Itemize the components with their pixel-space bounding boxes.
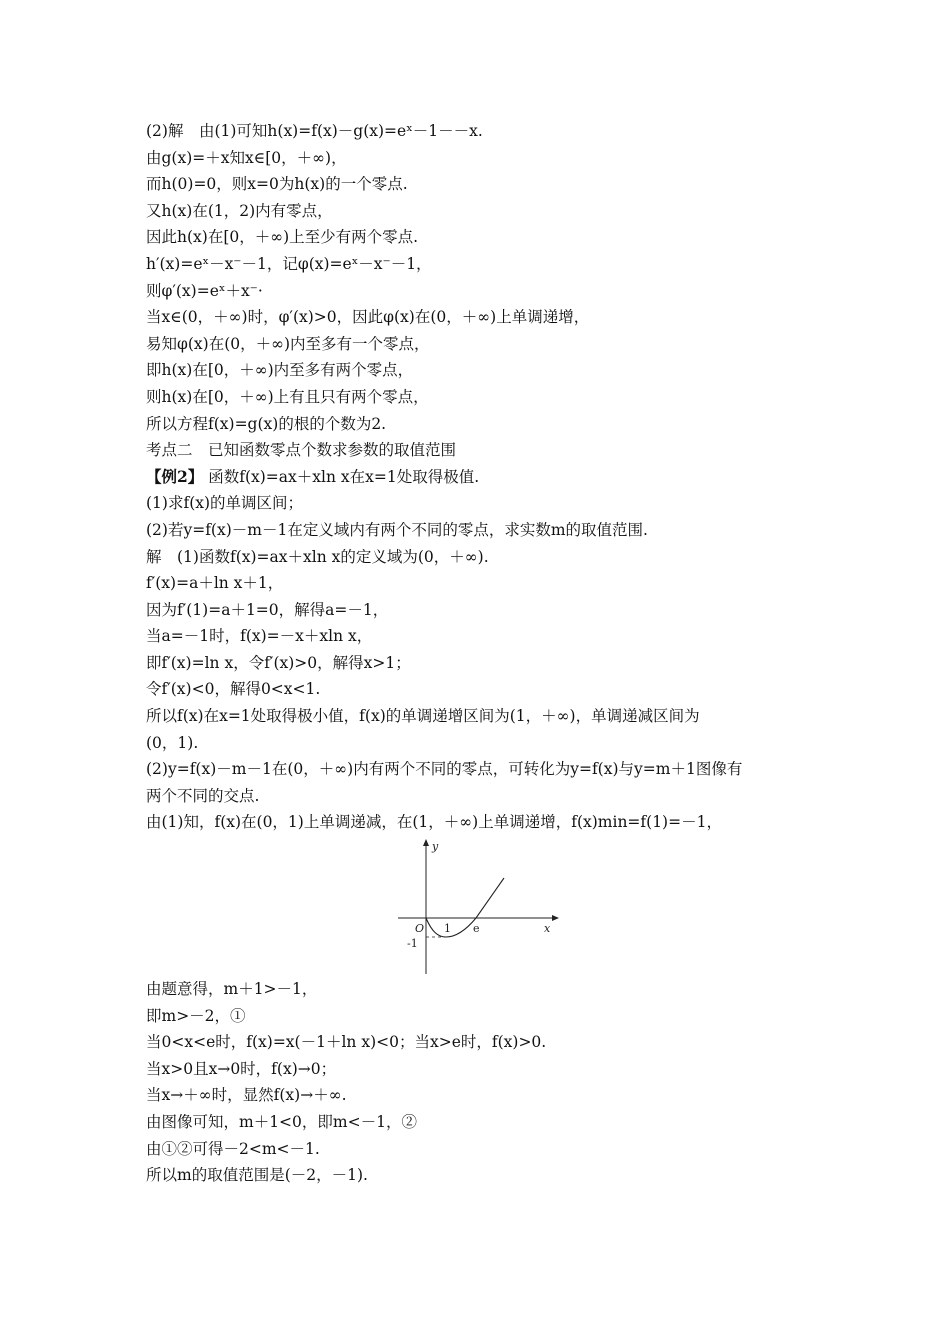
text-line: 而h(0)=0，则x=0为h(x)的一个零点.	[146, 175, 408, 194]
text-line: f′(x)=a＋ln x＋1，	[146, 574, 284, 593]
text-line: 即m>－2，①	[146, 1006, 246, 1025]
example-tag: 【例2】	[146, 466, 204, 486]
text-line: 当0<x<e时，f(x)=x(－1＋ln x)<0；当x>e时，f(x)>0.	[146, 1033, 547, 1052]
y-axis-label: y	[432, 840, 439, 854]
text-line: 所以m的取值范围是(－2，－1).	[146, 1166, 368, 1185]
x-axis-arrow-icon	[552, 915, 559, 921]
solution-part-2	[146, 118, 816, 464]
text-line: 由g(x)=＋x知x∈[0，＋∞)，	[146, 148, 347, 167]
example-solution	[146, 490, 816, 836]
document-body	[146, 118, 816, 1189]
text-line: 令f′(x)<0，解得0<x<1.	[146, 680, 321, 699]
text-line: 当x→＋∞时，显然f(x)→＋∞.	[146, 1086, 347, 1105]
tick-label-1: 1	[444, 922, 451, 936]
text-line: 所以方程f(x)=g(x)的根的个数为2.	[146, 414, 387, 433]
text-line: 由(1)知，f(x)在(0，1)上单调递减，在(1，＋∞)上单调递增，f(x)min=f(1)=－1，	[146, 813, 722, 832]
text-line: 则φ′(x)=eˣ＋x⁻·	[146, 281, 263, 300]
example-conclusion	[146, 976, 816, 1189]
text-line: (2)y=f(x)－m－1在(0，＋∞)内有两个不同的零点，可转化为y=f(x)与y=m＋1图像有	[146, 760, 743, 779]
x-axis-label: x	[544, 922, 551, 936]
function-graph-figure	[146, 836, 816, 976]
text-line: 易知φ(x)在(0，＋∞)内至多有一个零点，	[146, 334, 430, 353]
text-line: h′(x)=eˣ－x⁻－1，记φ(x)=eˣ－x⁻－1，	[146, 254, 432, 273]
text-line: 即f′(x)=ln x，令f′(x)>0，解得x>1；	[146, 653, 411, 672]
text-line: 则h(x)在[0，＋∞)上有且只有两个零点，	[146, 387, 429, 406]
text-line: 解 (1)函数f(x)=ax＋xln x的定义域为(0，＋∞).	[146, 547, 489, 566]
text-line: (1)求f(x)的单调区间；	[146, 494, 304, 513]
text-line: 由题意得，m＋1>－1，	[146, 980, 318, 999]
tick-label-neg1: -1	[407, 937, 418, 951]
text-line: 当x>0且x→0时，f(x)→0；	[146, 1059, 337, 1078]
y-axis-arrow-icon	[423, 839, 429, 846]
text-line: 由图像可知，m＋1<0，即m<－1，②	[146, 1113, 417, 1131]
function-curve	[426, 878, 504, 937]
function-graph	[394, 836, 564, 976]
origin-label: O	[415, 922, 425, 936]
text-line: 因为f′(1)=a＋1=0，解得a=－1，	[146, 600, 389, 619]
text-line: 因此h(x)在[0，＋∞)上至少有两个零点.	[146, 228, 419, 247]
text-line: 两个不同的交点.	[146, 786, 260, 805]
example-text: 函数f(x)=ax＋xln x在x=1处取得极值.	[208, 467, 480, 486]
text-line: 由①②可得－2<m<－1.	[146, 1139, 320, 1158]
text-line: (2)若y=f(x)－m－1在定义域内有两个不同的零点，求实数m的取值范围.	[146, 520, 648, 539]
text-line: 又h(x)在(1，2)内有零点，	[146, 201, 333, 220]
text-line: (0，1).	[146, 733, 199, 752]
example-heading	[146, 464, 816, 491]
section-heading: 考点二 已知函数零点个数求参数的取值范围	[146, 441, 457, 460]
tick-label-e: e	[473, 922, 480, 936]
text-line: (2)解 由(1)可知h(x)=f(x)－g(x)=eˣ－1－－x.	[146, 122, 483, 140]
text-line: 当x∈(0，＋∞)时，φ′(x)>0，因此φ(x)在(0，＋∞)上单调递增，	[146, 308, 590, 327]
text-line: 所以f(x)在x=1处取得极小值，f(x)的单调递增区间为(1，＋∞)，单调递减区间为	[146, 707, 700, 726]
text-line: 即h(x)在[0，＋∞)内至多有两个零点，	[146, 361, 414, 380]
text-line: 当a=－1时，f(x)=－x＋xln x，	[146, 627, 373, 646]
